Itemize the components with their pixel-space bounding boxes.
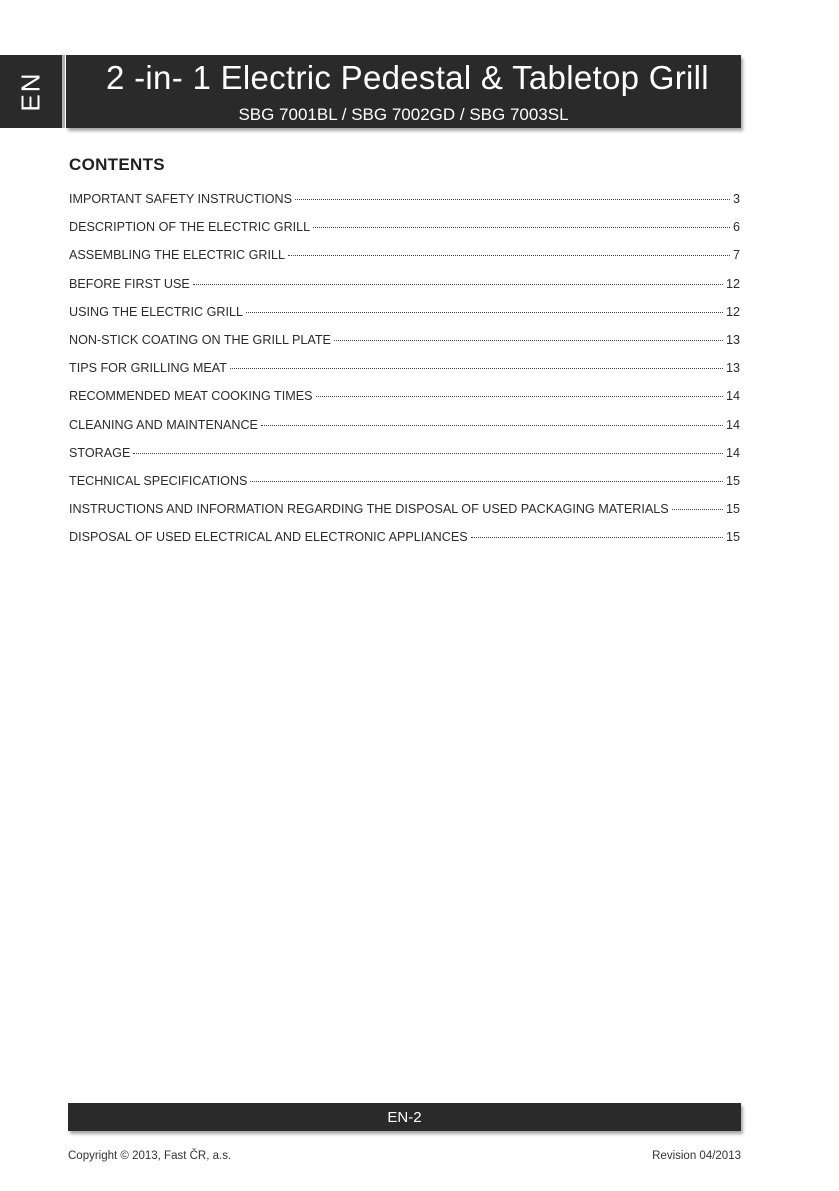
toc-entry[interactable]: [69, 333, 740, 361]
toc-dot-leader: [193, 284, 723, 285]
toc-entry[interactable]: [69, 474, 740, 502]
toc-entry[interactable]: [69, 389, 740, 417]
language-tab-label: EN: [15, 71, 46, 112]
toc-entry-page: 13: [725, 332, 740, 347]
toc-entry-page: 12: [725, 304, 740, 319]
toc-entry-label: INSTRUCTIONS AND INFORMATION REGARDING THE DISPOSAL OF USED PACKAGING MATERIALS: [69, 502, 669, 517]
toc-dot-leader: [313, 227, 730, 228]
toc-entry-label: RECOMMENDED MEAT COOKING TIMES: [69, 389, 313, 404]
toc-entry-page: 15: [725, 473, 740, 488]
document-title: 2 -in- 1 Electric Pedestal & Tabletop Grill: [106, 59, 709, 96]
toc-dot-leader: [250, 481, 723, 482]
toc-entry[interactable]: [69, 220, 740, 248]
toc-dot-leader: [295, 199, 730, 200]
toc-dot-leader: [316, 396, 723, 397]
toc-entry[interactable]: [69, 248, 740, 276]
toc-entry-page: 7: [732, 248, 740, 263]
toc-entry-label: BEFORE FIRST USE: [69, 276, 190, 291]
toc-entry-label: IMPORTANT SAFETY INSTRUCTIONS: [69, 192, 292, 206]
toc-entry-page: 13: [725, 361, 740, 376]
toc-entry-label: NON-STICK COATING ON THE GRILL PLATE: [69, 332, 331, 347]
toc-entry[interactable]: [69, 446, 740, 474]
toc-entry-page: 6: [732, 220, 740, 235]
toc-entry-page: 15: [725, 530, 740, 545]
toc-entry-label: ASSEMBLING THE ELECTRIC GRILL: [69, 248, 286, 263]
toc-entry-label: DISPOSAL OF USED ELECTRICAL AND ELECTRONIC APPLIANCES: [69, 530, 468, 545]
toc-entry[interactable]: [69, 502, 740, 530]
revision-text: Revision 04/2013: [652, 1150, 741, 1162]
toc-entry-label: TIPS FOR GRILLING MEAT: [69, 361, 227, 376]
copyright-text: Copyright © 2013, Fast ČR, a.s.: [68, 1150, 232, 1162]
page-number: EN-2: [387, 1108, 422, 1126]
contents-heading: CONTENTS: [69, 155, 165, 174]
toc-entry-page: 14: [725, 389, 740, 404]
toc-dot-leader: [230, 368, 723, 369]
toc-entry-label: STORAGE: [69, 445, 131, 460]
toc-entry[interactable]: [69, 192, 740, 220]
language-tab-edge: [62, 55, 65, 128]
toc-entry-page: 14: [725, 417, 740, 432]
toc-entry-label: CLEANING AND MAINTENANCE: [69, 417, 258, 432]
toc-entry[interactable]: [69, 305, 740, 333]
toc-entry-label: TECHNICAL SPECIFICATIONS: [69, 473, 248, 488]
footer-bar: [68, 1103, 741, 1131]
toc-entry-page: 12: [725, 276, 740, 291]
toc-entry[interactable]: [69, 530, 740, 558]
model-numbers: SBG 7001BL / SBG 7002GD / SBG 7003SL: [238, 105, 569, 124]
toc-dot-leader: [672, 509, 723, 510]
toc-entry[interactable]: [69, 277, 740, 305]
toc-entry-page: 15: [725, 502, 740, 517]
toc-entry-label: USING THE ELECTRIC GRILL: [69, 304, 244, 319]
toc-dot-leader: [334, 340, 723, 341]
toc-dot-leader: [246, 312, 723, 313]
language-tab: [0, 55, 62, 128]
toc-entry-page: 3: [732, 192, 740, 206]
toc-entry-label: DESCRIPTION OF THE ELECTRIC GRILL: [69, 220, 311, 235]
table-of-contents: [69, 192, 740, 558]
toc-entry[interactable]: [69, 418, 740, 446]
toc-dot-leader: [261, 425, 723, 426]
toc-entry-page: 14: [725, 445, 740, 460]
toc-dot-leader: [471, 537, 723, 538]
toc-dot-leader: [133, 453, 723, 454]
toc-dot-leader: [288, 255, 730, 256]
toc-entry[interactable]: [69, 361, 740, 389]
title-bar: [66, 55, 741, 128]
